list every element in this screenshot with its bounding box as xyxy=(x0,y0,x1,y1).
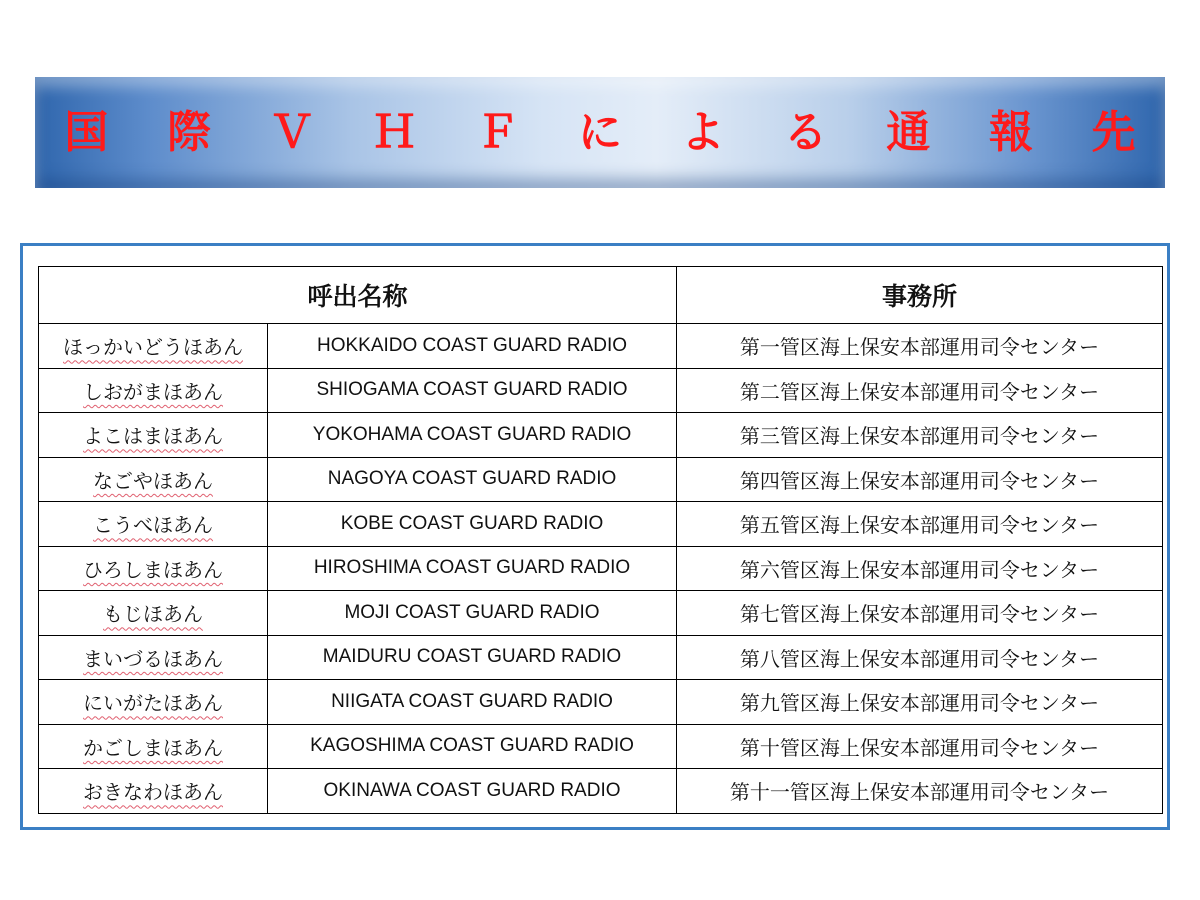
header-call-name: 呼出名称 xyxy=(39,267,677,324)
table-header-row xyxy=(39,267,1163,324)
call-name-cell: もじほあん xyxy=(39,591,268,636)
english-name-cell: HIROSHIMA COAST GUARD RADIO xyxy=(268,546,677,591)
office-cell: 第七管区海上保安本部運用司令センター xyxy=(677,591,1163,636)
english-name-cell: HOKKAIDO COAST GUARD RADIO xyxy=(268,324,677,369)
call-name-cell: ほっかいどうほあん xyxy=(39,324,268,369)
office-cell: 第八管区海上保安本部運用司令センター xyxy=(677,635,1163,680)
call-name-cell: こうべほあん xyxy=(39,502,268,547)
english-name-cell: SHIOGAMA COAST GUARD RADIO xyxy=(268,368,677,413)
table-row xyxy=(39,769,1163,814)
office-cell: 第四管区海上保安本部運用司令センター xyxy=(677,457,1163,502)
call-name-cell: かごしまほあん xyxy=(39,724,268,769)
call-name-cell: よこはまほあん xyxy=(39,413,268,458)
title-char: Ｖ xyxy=(269,107,314,158)
office-cell: 第十管区海上保安本部運用司令センター xyxy=(677,724,1163,769)
table-row xyxy=(39,457,1163,502)
contacts-table xyxy=(38,266,1163,814)
title-char: 国 xyxy=(64,107,109,158)
office-cell: 第二管区海上保安本部運用司令センター xyxy=(677,368,1163,413)
english-name-cell: NIIGATA COAST GUARD RADIO xyxy=(268,680,677,725)
title-char: 通 xyxy=(886,107,931,158)
call-name-cell: にいがたほあん xyxy=(39,680,268,725)
call-name-cell: まいづるほあん xyxy=(39,635,268,680)
call-name-cell: ひろしまほあん xyxy=(39,546,268,591)
english-name-cell: OKINAWA COAST GUARD RADIO xyxy=(268,769,677,814)
title-char: Ｆ xyxy=(475,107,520,158)
english-name-cell: KAGOSHIMA COAST GUARD RADIO xyxy=(268,724,677,769)
english-name-cell: YOKOHAMA COAST GUARD RADIO xyxy=(268,413,677,458)
title-char: 先 xyxy=(1091,107,1136,158)
title-char: Ｈ xyxy=(372,107,417,158)
title-char: 際 xyxy=(167,107,212,158)
english-name-cell: NAGOYA COAST GUARD RADIO xyxy=(268,457,677,502)
english-name-cell: MAIDURU COAST GUARD RADIO xyxy=(268,635,677,680)
table-row xyxy=(39,546,1163,591)
table-row xyxy=(39,635,1163,680)
table-row xyxy=(39,502,1163,547)
call-name-cell: しおがまほあん xyxy=(39,368,268,413)
english-name-cell: MOJI COAST GUARD RADIO xyxy=(268,591,677,636)
table-row xyxy=(39,724,1163,769)
english-name-cell: KOBE COAST GUARD RADIO xyxy=(268,502,677,547)
banner-title xyxy=(35,77,1165,188)
table-row xyxy=(39,324,1163,369)
title-char: に xyxy=(578,107,622,158)
office-cell: 第一管区海上保安本部運用司令センター xyxy=(677,324,1163,369)
title-char: る xyxy=(783,107,828,158)
title-banner xyxy=(35,77,1165,188)
table-row xyxy=(39,368,1163,413)
office-cell: 第十一管区海上保安本部運用司令センター xyxy=(677,769,1163,814)
title-char: 報 xyxy=(988,107,1033,158)
call-name-cell: おきなわほあん xyxy=(39,769,268,814)
table-row xyxy=(39,413,1163,458)
header-office: 事務所 xyxy=(677,267,1163,324)
office-cell: 第六管区海上保安本部運用司令センター xyxy=(677,546,1163,591)
title-char: よ xyxy=(680,107,725,158)
office-cell: 第三管区海上保安本部運用司令センター xyxy=(677,413,1163,458)
office-cell: 第九管区海上保安本部運用司令センター xyxy=(677,680,1163,725)
office-cell: 第五管区海上保安本部運用司令センター xyxy=(677,502,1163,547)
table-row xyxy=(39,591,1163,636)
table-row xyxy=(39,680,1163,725)
call-name-cell: なごやほあん xyxy=(39,457,268,502)
